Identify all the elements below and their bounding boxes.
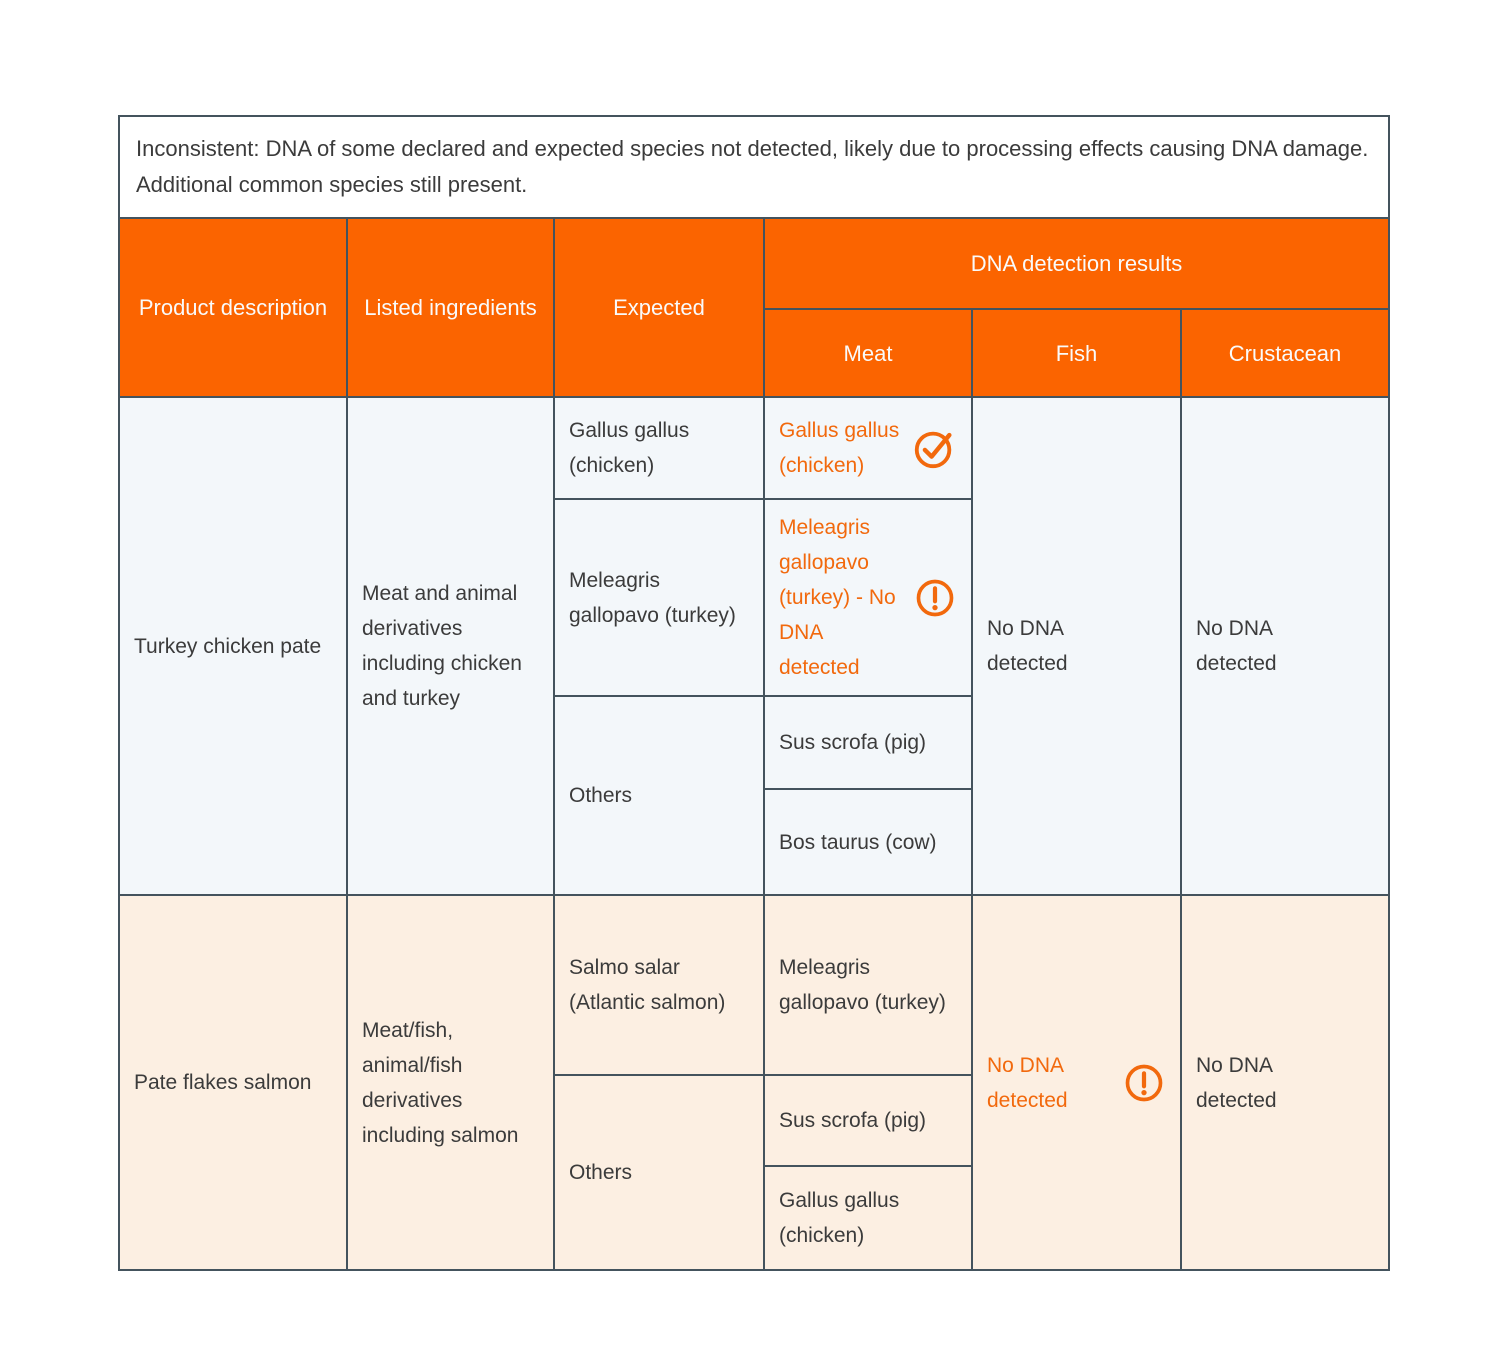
- product-cell: Pate flakes salmon: [119, 895, 347, 1270]
- expected-cell: Gallus gallus (chicken): [554, 397, 764, 499]
- check-circle-icon: [911, 425, 957, 471]
- meat-result-text: Meleagris gallopavo (turkey) - No DNA detected: [779, 516, 896, 679]
- info-banner: Inconsistent: DNA of some declared and expected species not detected, likely due to processing effects causing DNA damage. Additional common species still present.: [119, 116, 1389, 218]
- ingredients-cell: Meat and animal derivatives including chicken and turkey: [347, 397, 554, 895]
- col-header-expected: Expected: [554, 218, 764, 397]
- fish-result-cell: [972, 397, 1181, 895]
- meat-result-cell: Gallus gallus (chicken): [764, 1166, 972, 1270]
- ingredients-cell: Meat/fish, animal/fish derivatives including salmon: [347, 895, 554, 1270]
- product-cell: Turkey chicken pate: [119, 397, 347, 895]
- expected-cell: Meleagris gallopavo (turkey): [554, 499, 764, 696]
- expected-cell: Salmo salar (Atlantic salmon): [554, 895, 764, 1075]
- dna-results-table-wrap: [118, 115, 1390, 1271]
- group-header-dna-results: DNA detection results: [764, 218, 1389, 309]
- meat-result-cell: Bos taurus (cow): [764, 789, 972, 895]
- meat-result-cell: [764, 499, 972, 696]
- col-header-product: Product description: [119, 218, 347, 397]
- crustacean-result-cell: [1181, 895, 1389, 1270]
- dna-results-table: [118, 115, 1390, 1271]
- crustacean-result-cell: [1181, 397, 1389, 895]
- sub-header-fish: Fish: [972, 309, 1181, 397]
- crustacean-result-text: No DNA detected: [1196, 1053, 1277, 1112]
- alert-circle-icon: [1122, 1061, 1166, 1105]
- expected-cell: Others: [554, 1075, 764, 1270]
- sub-header-crustacean: Crustacean: [1181, 309, 1389, 397]
- crustacean-result-text: No DNA detected: [1196, 617, 1277, 675]
- fish-result-text: No DNA detected: [987, 617, 1068, 675]
- fish-result-text: No DNA detected: [987, 1053, 1068, 1112]
- meat-result-cell: [764, 397, 972, 499]
- meat-result-text: Gallus gallus (chicken): [779, 419, 900, 477]
- alert-circle-icon: [913, 576, 957, 620]
- fish-result-cell: [972, 895, 1181, 1270]
- col-header-ingredients: Listed ingredients: [347, 218, 554, 397]
- meat-result-cell: Sus scrofa (pig): [764, 696, 972, 789]
- meat-result-cell: Meleagris gallopavo (turkey): [764, 895, 972, 1075]
- meat-result-cell: Sus scrofa (pig): [764, 1075, 972, 1166]
- sub-header-meat: Meat: [764, 309, 972, 397]
- expected-cell: Others: [554, 696, 764, 895]
